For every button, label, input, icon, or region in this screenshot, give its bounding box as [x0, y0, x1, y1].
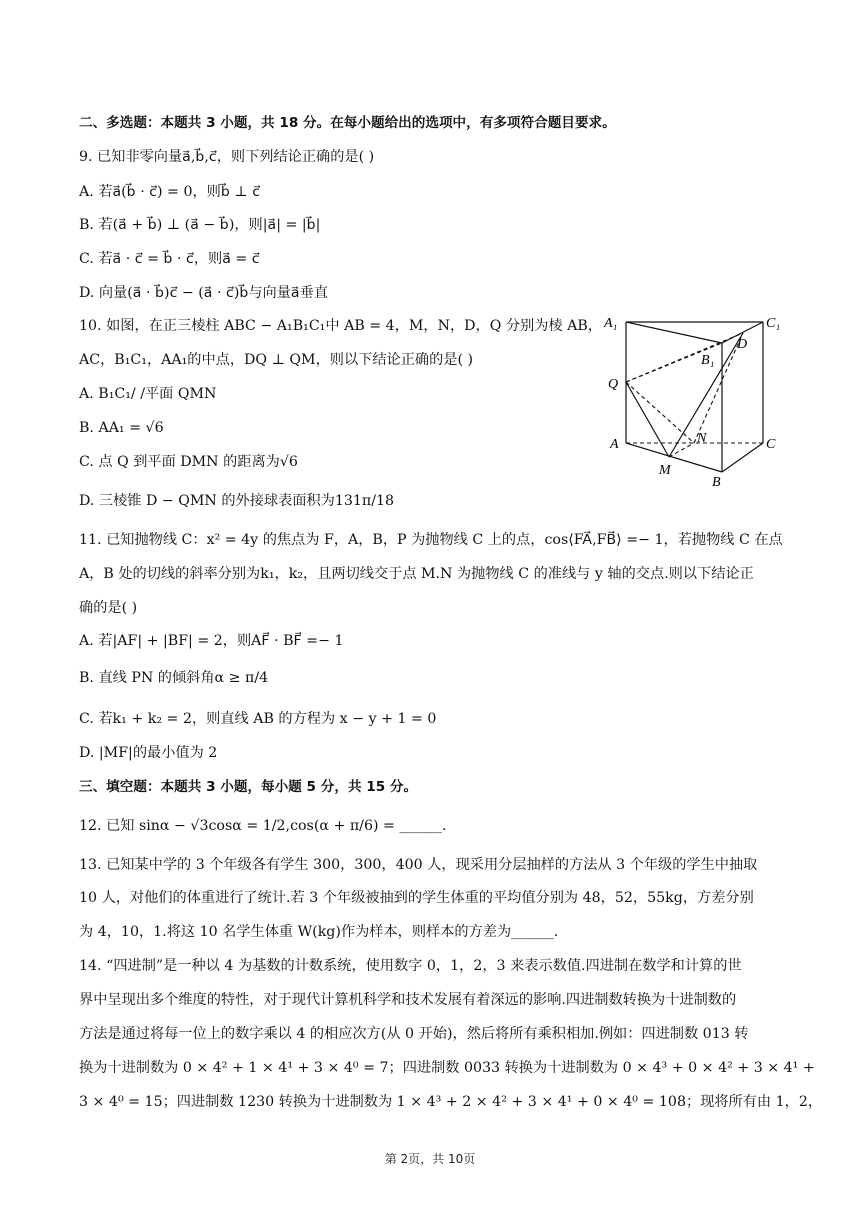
question-10-option-b: B. AA₁ = √6	[79, 420, 164, 436]
label-b1: B₁	[701, 353, 715, 368]
question-11-stem-line2: A，B 处的切线的斜率分别为k₁，k₂，且两切线交于点 M.N 为抛物线 C 的准线与 y 轴的交点.则以下结论正	[79, 566, 754, 582]
question-11-stem-line3: 确的是( )	[79, 600, 138, 616]
label-b: B	[712, 475, 721, 490]
question-11-option-c: C. 若k₁ + k₂ = 2，则直线 AB 的方程为 x − y + 1 = 0	[79, 711, 437, 727]
question-9-option-b: B. 若(a⃗ + b⃗) ⊥ (a⃗ − b⃗)，则|a⃗| = |b⃗|	[79, 217, 321, 233]
question-11-option-a: A. 若|AF| + |BF| = 2，则AF⃗ · BF⃗ =− 1	[79, 633, 344, 649]
question-14-line3: 方法是通过将每一位上的数字乘以 4 的相应次方(从 0 开始)，然后将所有乘积相加.例如：四进制数 013 转	[79, 1026, 749, 1042]
question-10-option-a: A. B₁C₁/ /平面 QMN	[79, 386, 217, 402]
question-13-line2: 10 人，对他们的体重进行了统计.若 3 个年级被抽到的学生体重的平均值分别为 48，52，55kg，方差分别	[79, 890, 754, 906]
question-13-line3: 为 4，10，1.将这 10 名学生体重 W(kg)作为样本，则样本的方差为______.	[79, 924, 559, 940]
question-9-option-d: D. 向量(a⃗ · b⃗)c⃗ − (a⃗ · c⃗)b⃗与向量a⃗垂直	[79, 285, 329, 301]
question-9-stem: 9. 已知非零向量a⃗,b⃗,c⃗，则下列结论正确的是( )	[79, 149, 375, 165]
question-9-option-c: C. 若a⃗ · c⃗ = b⃗ · c⃗，则a⃗ = c⃗	[79, 251, 260, 267]
question-12: 12. 已知 sinα − √3cosα = 1/2,cos(α + π/6) = ______.	[79, 818, 447, 834]
question-11-stem-line1: 11. 已知抛物线 C：x² = 4y 的焦点为 F，A，B，P 为抛物线 C 上的点，cos⟨FA⃗,FB⃗⟩ =− 1，若抛物线 C 在点	[79, 532, 783, 548]
question-13-line1: 13. 已知某中学的 3 个年级各有学生 300，300，400 人，现采用分层抽样的方法从 3 个年级的学生中抽取	[79, 857, 758, 873]
label-n: N	[697, 431, 707, 446]
section3-heading: 三、填空题：本题共 3 小题，每小题 5 分，共 15 分。	[79, 779, 418, 795]
question-14-line1: 14. “四进制”是一种以 4 为基数的计数系统，使用数字 0，1，2，3 来表示数值.四进制在数学和计算的世	[79, 958, 742, 974]
label-d: D	[737, 337, 748, 352]
question-11-option-b: B. 直线 PN 的倾斜角α ≥ π/4	[79, 670, 269, 686]
label-a1: A₁	[604, 316, 618, 331]
question-10-stem-line2: AC，B₁C₁，AA₁的中点，DQ ⊥ QM，则以下结论正确的是( )	[79, 352, 474, 368]
label-m: M	[659, 463, 671, 478]
question-14-line4: 换为十进制数为 0 × 4² + 1 × 4¹ + 3 × 4⁰ = 7；四进制数 0033 转换为十进制数为 0 × 4³ + 0 × 4² + 3 × 4¹ +	[79, 1060, 815, 1076]
question-10-stem-line1: 10. 如图，在正三棱柱 ABC − A₁B₁C₁中 AB = 4，M，N，D，Q 分别为棱 AB，	[79, 318, 602, 334]
label-a: A	[610, 437, 619, 452]
question-10-option-d: D. 三棱锥 D − QMN 的外接球表面积为131π/18	[79, 493, 395, 509]
question-9-option-a: A. 若a⃗(b⃗ · c⃗) = 0，则b⃗ ⊥ c⃗	[79, 184, 261, 200]
label-c: C	[766, 437, 776, 452]
label-q: Q	[608, 377, 619, 392]
prism-figure	[600, 308, 800, 490]
section2-heading: 二、多选题：本题共 3 小题，共 18 分。在每小题给出的选项中，有多项符合题目要求。	[79, 115, 616, 131]
question-14-line2: 界中呈现出多个维度的特性，对于现代计算机科学和技术发展有着深远的影响.四进制数转换为十进制数的	[79, 992, 737, 1008]
label-c1: C₁	[766, 316, 781, 331]
question-14-line5: 3 × 4⁰ = 15；四进制数 1230 转换为十进制数为 1 × 4³ + 2 × 4² + 3 × 4¹ + 0 × 4⁰ = 108；现将所有由 1，2，	[79, 1094, 823, 1110]
page-footer: 第 2页，共 10页	[384, 1152, 476, 1166]
question-10-option-c: C. 点 Q 到平面 DMN 的距离为√6	[79, 454, 298, 470]
question-11-option-d: D. |MF|的最小值为 2	[79, 745, 218, 761]
